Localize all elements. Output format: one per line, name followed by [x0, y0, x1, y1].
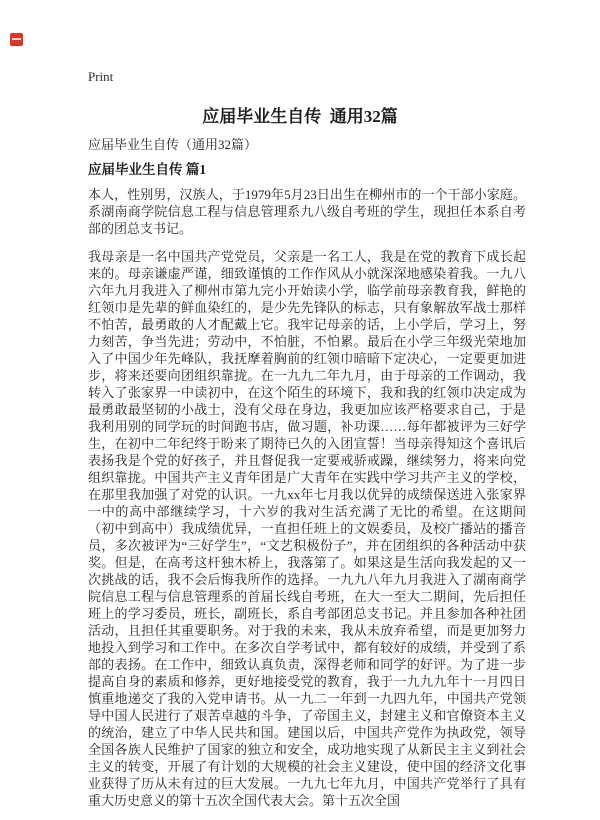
body-paragraph: 本人，性别男，汉族人，于1979年5月23日出生在柳州市的一个干部小家庭。系湖南商学院信息工程与信息管理系九八级自考班的学生，现担任本系自考部的团总支书记。 — [88, 187, 526, 236]
print-button[interactable]: Print — [88, 69, 114, 84]
page-title: 应届毕业生自传 通用32篇 — [202, 107, 398, 126]
logo-mark — [12, 38, 21, 40]
document-subtitle: 应届毕业生自传（通用32篇） — [88, 137, 258, 152]
site-logo-icon — [10, 33, 23, 46]
section-heading: 应届毕业生自传 篇1 — [88, 162, 207, 177]
body-paragraph: 我母亲是一名中国共产党党员，父亲是一名工人，我是在党的教育下成长起来的。母亲谦虚严谨，细致谨慎的工作作风从小就深深地感染着我。一九八六年九月我进入了柳州市第九完小开始读小学，临学前母亲教育我，鲜艳的红领巾是先辈的鲜血染红的，是少先先锋队的标志，只有象解放军战士那样不怕苦，最勇敢的人才配戴上它。我牢记母亲的话，上小学后，学习上，努力刻苦，争当先进；劳动中，不怕脏，不怕累。最后在小学三年级光荣地加入了中国少年先峰队，我抚摩着胸前的红领巾暗暗下定决心，一定要更加进步，将来还要向团组织靠拢。在一九九二年九月，由于母亲的工作调动，我转入了张家界一中读初中，在这个陌生的环境下，我和我的红领巾决定成为最勇敢最坚韧的小战士，没有父母在身边，我更加应该严格要求自己，于是我利用别的同学玩的时间跑书店，做习题，补功课……每年都被评为三好学生，在初中二年纪终于盼来了期待已久的入团宣誓！当母亲得知这个喜讯后表扬我是个党的好孩子，并且督促我一定要戒骄戒躁，继续努力，将来向党组织靠拢。中国共产主义青年团是广大青年在实践中学习共产主义的学校，在那里我加强了对党的认识。一九xx年七月我以优异的成绩保送进入张家界一中的高中部继续学习，十六岁的我对生活充满了无比的希望。在这期间（初中到高中）我成绩优异，一直担任班上的文娱委员，及校广播站的播音员，多次被评为“三好学生”，“文艺积极份子”，并在团组织的各种活动中获奖。但是，在高考这杆独木桥上，我落第了。如果这是生活向我发起的又一次挑战的话，我不会后悔我所作的选择。一九九八年九月我进入了湖南商学院信息工程与信息管理系的首届长线自考班，在大一至大二期间，先后担任班上的学习委员，班长，副班长，系自考部团总支书记。并且参加各种社团活动，且担任其重要职务。对于我的未来，我从未放弃希望，而是更加努力地投入到学习和工作中。在多次自学考试中，都有较好的成绩，并受到了系部的表扬。在工作中，细致认真负责，深得老师和同学的好评。为了进一步提高自身的素质和修养，更好地接受党的教育，我于一九九九年十一月四日慎重地递交了我的入党申请书。从一九二一年到一九四九年，中国共产党领导中国人民进行了艰苦卓越的斗争，了帝国主义，封建主义和官僚资本主义的统治，建立了中华人民共和国。建国以后，中国共产党作为执政党，领导全国各族人民维护了国家的独立和安全，成功地实现了从新民主主义到社会主义的转变，开展了有计划的大规模的社会主义建设，使中国的经济文化事业获得了历从未有过的巨大发展。一九九七年九月，中国共产党举行了具有重大历史意义的第十五次全国代表大会。第十五次全国 — [88, 249, 526, 808]
document-body — [88, 186, 526, 820]
